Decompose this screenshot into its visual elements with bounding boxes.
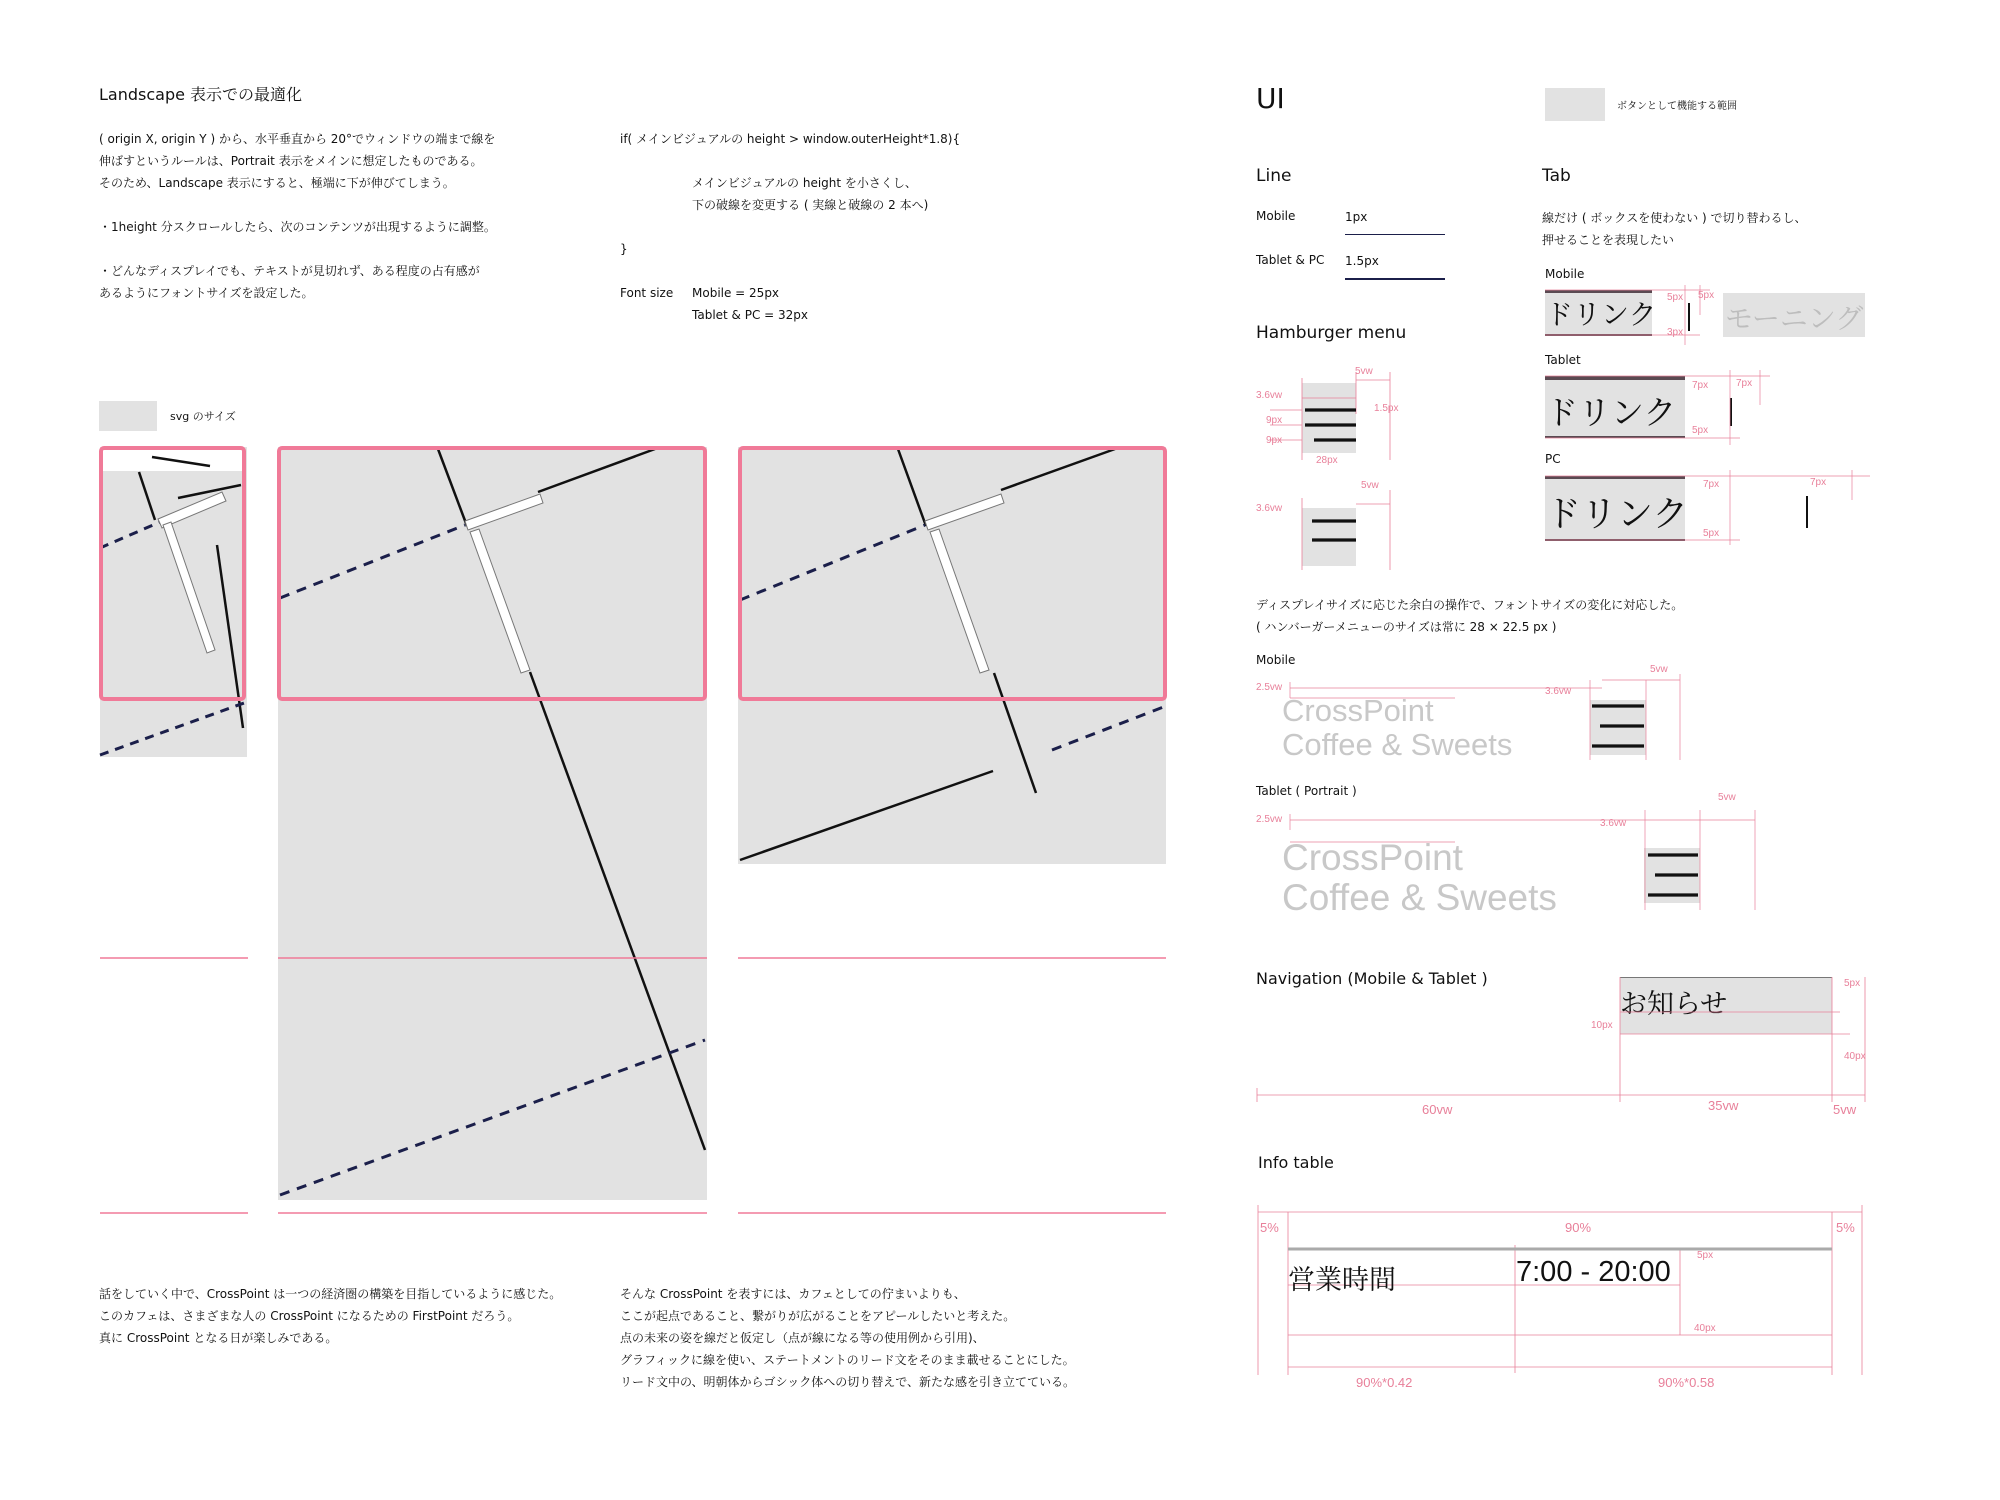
display-tablet-label: Tablet ( Portrait ) xyxy=(1256,784,1357,798)
nav-dim: 40px xyxy=(1844,1051,1866,1062)
info-dim: 90%*0.58 xyxy=(1658,1375,1715,1390)
tab-guides xyxy=(1540,285,1860,555)
code-body: メインビジュアルの height を小さくし、 xyxy=(692,176,917,190)
svg-size-legend: svg のサイズ xyxy=(170,410,236,423)
display-mobile-label: Mobile xyxy=(1256,653,1296,667)
statement-line: 真に CrossPoint となる日が楽しみである。 xyxy=(99,1331,338,1345)
tab-dim: 5px xyxy=(1667,292,1684,303)
tab-dim: 5px xyxy=(1698,290,1715,301)
statement-line: 点の未来の姿を線だと仮定し（点が線になる等の使用例から引用)、 xyxy=(620,1331,985,1345)
code-if: if( メインビジュアルの height > window.outerHeight*1.8){ xyxy=(620,132,961,146)
statement-line: 話をしていく中で、CrossPoint は一つの経済圏の構築を目指しているように感じた。 xyxy=(99,1287,562,1301)
code-close: } xyxy=(620,242,628,256)
ham-dim: 28px xyxy=(1316,455,1338,466)
line-tablet-label: Tablet & PC xyxy=(1256,253,1325,267)
nav-dim: 60vw xyxy=(1422,1102,1453,1117)
tab-dim: 5px xyxy=(1692,425,1709,436)
nav-dim: 35vw xyxy=(1708,1098,1739,1113)
ham-dim: 5vw xyxy=(1355,366,1373,377)
nav-dim: 10px xyxy=(1591,1020,1613,1031)
display-mobile-logo-1: CrossPoint xyxy=(1282,693,1434,728)
ham-dim: 9px xyxy=(1266,415,1283,426)
button-area-swatch xyxy=(1545,88,1605,121)
info-cell-hours-value: 7:00 - 20:00 xyxy=(1516,1256,1671,1288)
line-mobile-value: 1px xyxy=(1345,210,1368,224)
display-dim: 3.6vw xyxy=(1600,818,1627,829)
info-dim: 40px xyxy=(1694,1323,1716,1334)
statement-left xyxy=(99,1283,561,1349)
para-line: そのため、Landscape 表示にすると、極端に下が伸びてしまう。 xyxy=(99,176,455,190)
para-line: ( origin X, origin Y ) から、水平垂直から 20°でウィンドウの端まで線を xyxy=(99,132,496,146)
tab-mobile-drink[interactable]: ドリンク xyxy=(1545,298,1657,331)
tab-pc-drink[interactable]: ドリンク xyxy=(1545,494,1689,535)
ham-dim: 3.6vw xyxy=(1256,390,1283,401)
ham-dim: 1.5px xyxy=(1374,403,1399,414)
bullet-font: ・どんなディスプレイでも、テキストが見切れず、ある程度の占有感が xyxy=(99,264,480,278)
statement-line: そんな CrossPoint を表すには、カフェとしての佇まいよりも、 xyxy=(620,1287,966,1301)
info-table-title: Info table xyxy=(1258,1153,1334,1172)
statement-right xyxy=(620,1283,1075,1393)
display-dim: 3.6vw xyxy=(1545,686,1572,697)
line-tablet-value: 1.5px xyxy=(1345,254,1379,268)
ham-dim: 5vw xyxy=(1361,480,1379,491)
info-dim: 5% xyxy=(1260,1220,1279,1235)
info-dim: 5% xyxy=(1836,1220,1855,1235)
display-dim: 5vw xyxy=(1650,664,1668,675)
tab-dim: 7px xyxy=(1692,380,1709,391)
button-area-legend: ボタンとして機能する範囲 xyxy=(1617,101,1737,112)
font-size-mobile: Mobile = 25px xyxy=(692,286,780,300)
tablet-gray-area xyxy=(278,447,707,1200)
tab-tablet-label: Tablet xyxy=(1545,353,1581,367)
statement-line: ここが起点であること、繋がりが広がることをアピールしたいと考えた。 xyxy=(620,1309,1016,1323)
tab-dim: 7px xyxy=(1810,477,1827,488)
tab-desc-line: 線だけ ( ボックスを使わない ) で切り替わるし、 xyxy=(1542,211,1807,225)
info-cell-hours-label: 営業時間 xyxy=(1288,1265,1396,1296)
tab-dim: 5px xyxy=(1703,528,1720,539)
tab-desc xyxy=(1542,207,1807,251)
nav-dim: 5px xyxy=(1844,978,1861,989)
statement-line: リード文中の、明朝体からゴシック体への切り替えで、新たな感を引き立てている。 xyxy=(620,1375,1076,1389)
nav-item-notice[interactable]: お知らせ xyxy=(1620,989,1728,1020)
statement-line: グラフィックに線を使い、ステートメントのリード文をそのまま載せることにした。 xyxy=(620,1353,1075,1367)
code-body: 下の破線を変更する ( 実線と破線の 2 本へ) xyxy=(692,198,929,212)
info-dim: 90% xyxy=(1565,1220,1592,1235)
display-desc-2: ( ハンバーガーメニューのサイズは常に 28 × 22.5 px ) xyxy=(1256,620,1557,634)
display-dim: 2.5vw xyxy=(1256,682,1283,693)
display-tablet-logo-1: CrossPoint xyxy=(1282,837,1463,878)
landscape-heading: Landscape 表示での最適化 xyxy=(99,85,303,104)
tab-dim: 3px xyxy=(1667,327,1684,338)
info-dim: 90%*0.42 xyxy=(1356,1375,1413,1390)
pc-gray-area xyxy=(738,447,1166,864)
line-tablet-sample xyxy=(1345,278,1445,280)
navigation-title: Navigation (Mobile & Tablet ) xyxy=(1256,969,1488,988)
bullet-font: あるようにフォントサイズを設定した。 xyxy=(99,286,314,300)
tab-dim: 7px xyxy=(1736,378,1753,389)
display-dim: 5vw xyxy=(1718,792,1736,803)
info-dim: 5px xyxy=(1697,1250,1714,1261)
ham-dim: 9px xyxy=(1266,435,1283,446)
statement-line: このカフェは、さまざまな人の CrossPoint になるための FirstPoint だろう。 xyxy=(99,1309,520,1323)
display-mobile-guides xyxy=(1250,670,1690,770)
line-mobile-label: Mobile xyxy=(1256,209,1296,223)
tab-pc-label: PC xyxy=(1545,452,1561,466)
landscape-diagrams xyxy=(0,0,1180,1250)
para-line: 伸ばすというルールは、Portrait 表示をメインに想定したものである。 xyxy=(99,154,483,168)
bullet-scroll: ・1height 分スクロールしたら、次のコンテンツが出現するように調整。 xyxy=(99,220,496,234)
font-size-label: Font size xyxy=(620,286,674,300)
display-tablet-logo-2: Coffee & Sweets xyxy=(1282,877,1557,918)
display-mobile-logo-2: Coffee & Sweets xyxy=(1282,727,1513,762)
tab-title: Tab xyxy=(1542,166,1571,186)
hamburger-title: Hamburger menu xyxy=(1256,323,1407,343)
tab-desc-line: 押せることを表現したい xyxy=(1542,233,1675,247)
font-size-tablet: Tablet & PC = 32px xyxy=(692,308,809,322)
tab-mobile-morning[interactable]: モーニング xyxy=(1725,302,1864,335)
line-mobile-sample xyxy=(1345,234,1445,235)
ham-dim: 3.6vw xyxy=(1256,503,1283,514)
navigation-guides xyxy=(1250,970,1870,1105)
ui-title: UI xyxy=(1256,82,1285,115)
display-dim: 2.5vw xyxy=(1256,814,1283,825)
tab-mobile-label: Mobile xyxy=(1545,267,1585,281)
tab-dim: 7px xyxy=(1703,479,1720,490)
tab-tablet-drink[interactable]: ドリンク xyxy=(1545,393,1677,432)
display-desc-1: ディスプレイサイズに応じた余白の操作で、フォントサイズの変化に対応した。 xyxy=(1256,598,1684,612)
nav-dim: 5vw xyxy=(1833,1102,1857,1117)
line-title: Line xyxy=(1256,166,1292,186)
display-tablet-guides xyxy=(1250,800,1770,915)
